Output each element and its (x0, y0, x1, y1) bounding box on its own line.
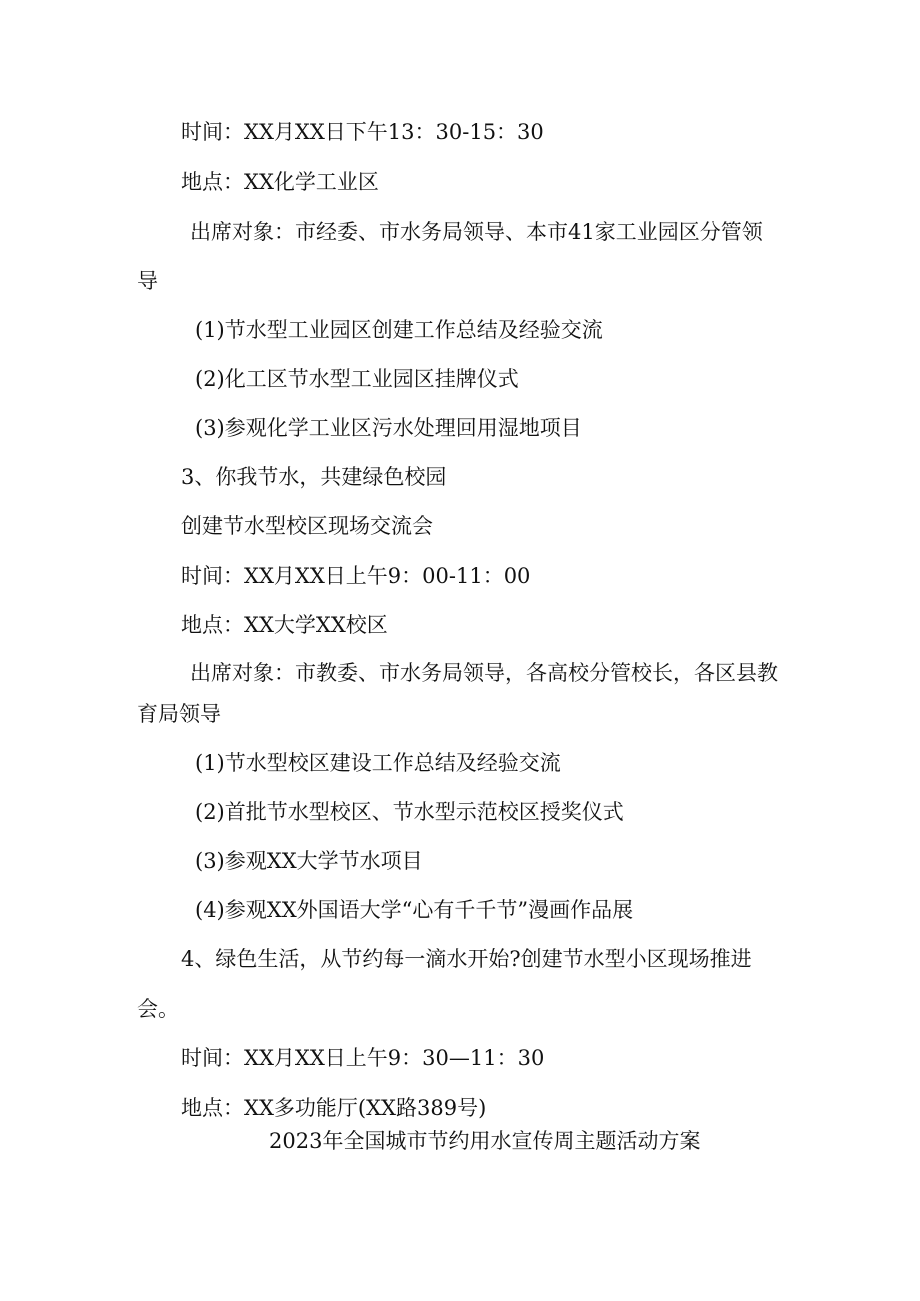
item-1-3: (3)参观化学工业区污水处理回用湿地项目 (195, 416, 582, 440)
section-3-subtitle: 创建节水型校区现场交流会 (181, 514, 433, 538)
section-4-heading: 4、绿色生活，从节约每一滴水开始?创建节水型小区现场推进 (181, 947, 752, 971)
attendees-line-1-cont: 导 (137, 269, 158, 293)
location-line-2: 地点：XX大学XX校区 (181, 613, 388, 637)
attendees-line-2: 出席对象：市教委、市水务局领导，各高校分管校长，各区县教 (190, 661, 778, 685)
section-3-heading: 3、你我节水，共建绿色校园 (181, 465, 447, 489)
attendees-line-2-cont: 育局领导 (137, 702, 221, 726)
item-3-3: (3)参观XX大学节水项目 (195, 849, 423, 873)
location-line-1: 地点：XX化学工业区 (181, 170, 379, 194)
item-1-2: (2)化工区节水型工业园区挂牌仪式 (195, 367, 519, 391)
item-3-1: (1)节水型校区建设工作总结及经验交流 (195, 751, 561, 775)
location-line-3: 地点：XX多功能厅(XX路389号) (181, 1096, 487, 1120)
section-4-heading-cont: 会。 (137, 997, 179, 1021)
item-3-4: (4)参观XX外国语大学“心有千千节”漫画作品展 (195, 898, 634, 922)
footer-title: 2023年全国城市节约用水宣传周主题活动方案 (269, 1129, 701, 1153)
time-line-1: 时间：XX月XX日下午13：30-15：30 (181, 120, 544, 144)
item-1-1: (1)节水型工业园区创建工作总结及经验交流 (195, 318, 603, 342)
item-3-2: (2)首批节水型校区、节水型示范校区授奖仪式 (195, 800, 624, 824)
time-line-3: 时间：XX月XX日上午9：30—11：30 (181, 1046, 545, 1070)
attendees-line-1: 出席对象：市经委、市水务局领导、本市41家工业园区分管领 (190, 220, 763, 244)
time-line-2: 时间：XX月XX日上午9：00-11：00 (181, 564, 531, 588)
